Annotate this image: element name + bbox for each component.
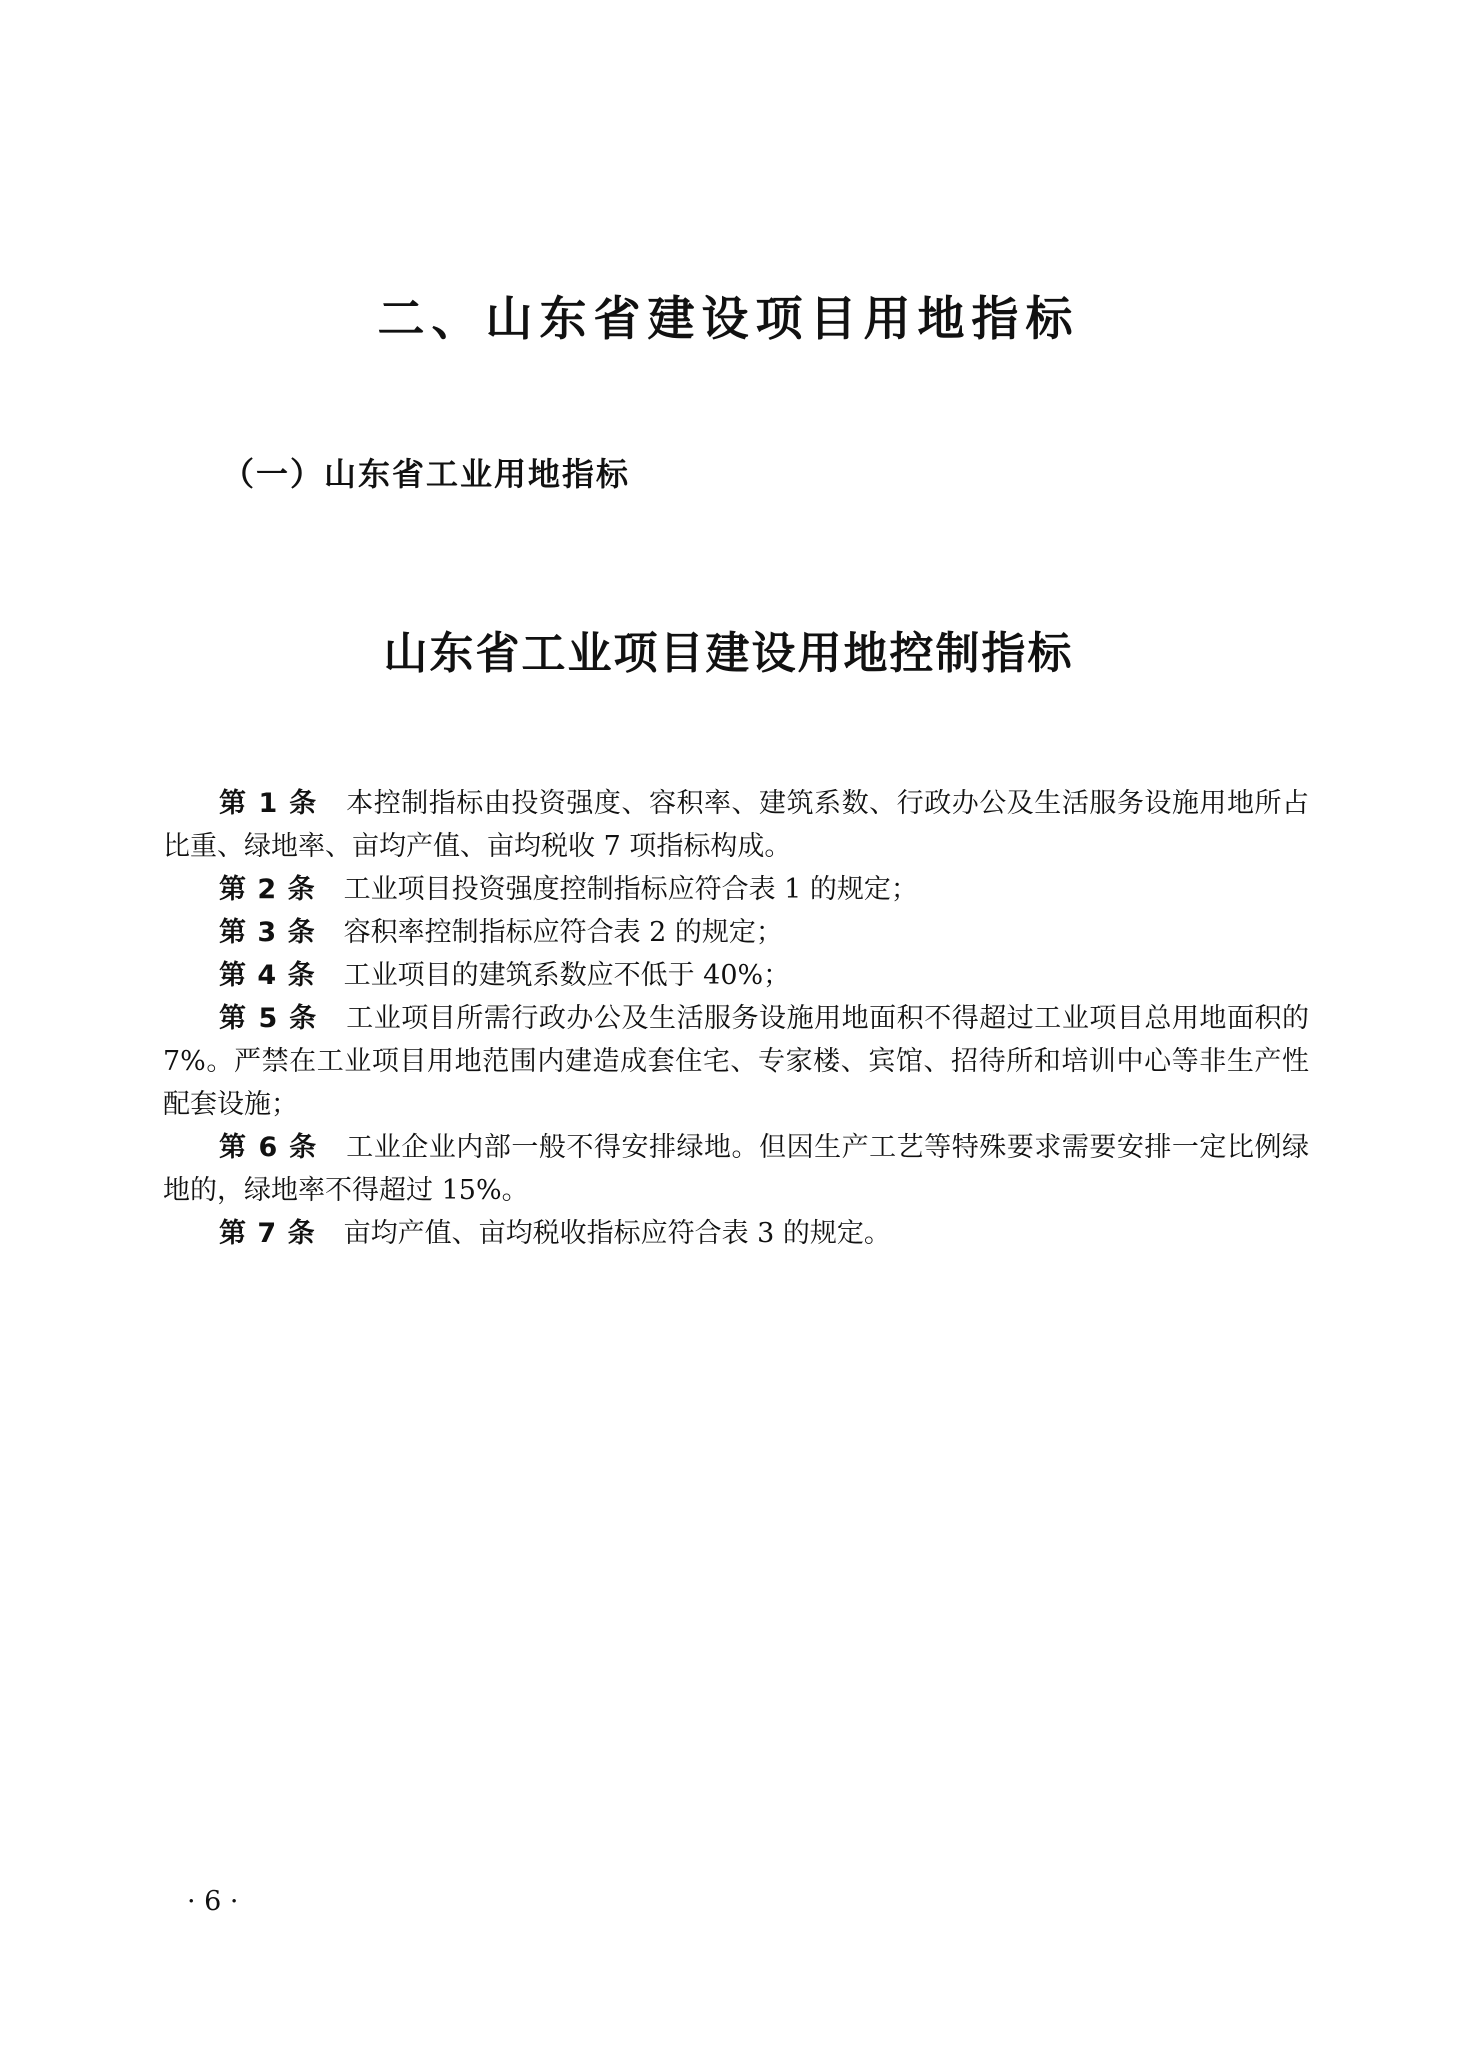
article-text: 亩均产值、亩均税收指标应符合表 3 的规定。 — [343, 1218, 891, 1249]
document-title: 山东省工业项目建设用地控制指标 — [383, 628, 1074, 679]
article-number: 第 4 条 — [219, 960, 316, 991]
article-7 — [163, 1212, 1309, 1255]
article-text: 工业项目投资强度控制指标应符合表 1 的规定； — [343, 874, 918, 905]
article-number: 第 5 条 — [219, 1003, 318, 1034]
article-4 — [163, 954, 1309, 997]
article-number: 第 7 条 — [219, 1218, 316, 1249]
article-number: 第 1 条 — [219, 788, 318, 819]
article-text: 容积率控制指标应符合表 2 的规定； — [343, 917, 783, 948]
article-text: 工业企业内部一般不得安排绿地。但因生产工艺等特殊要求需要安排一定比例绿地的，绿地率不得超过 15%。 — [163, 1132, 1309, 1206]
article-6 — [163, 1126, 1309, 1212]
article-list — [163, 782, 1309, 1255]
article-1 — [163, 782, 1309, 868]
article-5 — [163, 997, 1309, 1126]
article-number: 第 2 条 — [219, 874, 316, 905]
article-text: 工业项目所需行政办公及生活服务设施用地面积不得超过工业项目总用地面积的 7%。严禁在工业项目用地范围内建造成套住宅、专家楼、宾馆、招待所和培训中心等非生产性配套设施； — [163, 1003, 1309, 1120]
article-text: 本控制指标由投资强度、容积率、建筑系数、行政办公及生活服务设施用地所占比重、绿地率、亩均产值、亩均税收 7 项指标构成。 — [163, 788, 1309, 862]
article-3 — [163, 911, 1309, 954]
article-2 — [163, 868, 1309, 911]
page-number: · 6 · — [187, 1886, 239, 1917]
main-title: 二、山东省建设项目用地指标 — [377, 292, 1080, 347]
article-number: 第 6 条 — [219, 1132, 318, 1163]
article-text: 工业项目的建筑系数应不低于 40%； — [343, 960, 791, 991]
article-number: 第 3 条 — [219, 917, 316, 948]
section-title: （一）山东省工业用地指标 — [222, 455, 631, 493]
